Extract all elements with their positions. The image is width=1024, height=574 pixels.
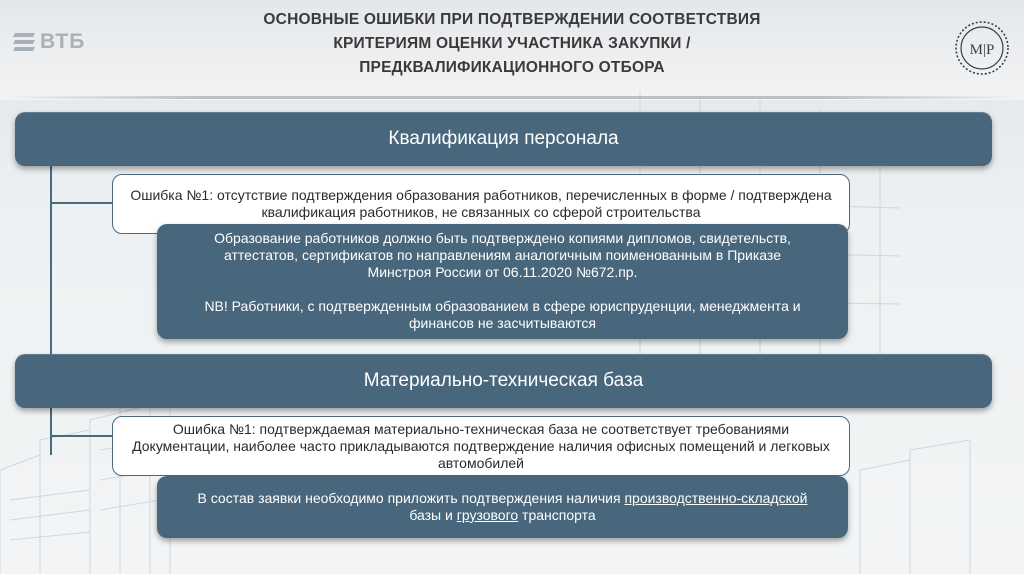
note-box-material-base [157, 476, 848, 538]
vtb-logo [14, 30, 85, 54]
note-text-personnel-education: Образование работников должно быть подтверждено копиями дипломов, свидетельств, аттестатов, сертификатов по направлениям аналогичным поименованным в Приказе Минстроя России от 06.11.2020 №672.пр. [214, 230, 791, 280]
connector-to-error-1 [50, 202, 112, 204]
page-title-line-1: ОСНОВНЫЕ ОШИБКИ ПРИ ПОДТВЕРЖДЕНИИ СООТВЕТСТВИЯ [263, 11, 761, 28]
note-text-material-base-part3: транспорта [518, 507, 596, 523]
error-box-material-base [112, 416, 850, 476]
note-text-material-base-part1: В состав заявки необходимо приложить подтверждения наличия [197, 490, 625, 506]
note-text-material-base [197, 490, 808, 524]
page-title-line-2: КРИТЕРИЯМ ОЦЕНКИ УЧАСТНИКА ЗАКУПКИ / [333, 35, 691, 52]
header-divider [0, 96, 1024, 99]
error-text-material-base: Ошибка №1: подтверждаемая материально-техническая база не соответствует требованиями Документации, наиболее часто прикладываются подтверждение наличия офисных помещений и легковых автомобилей [132, 421, 830, 471]
note-box-personnel [157, 224, 848, 339]
note-text-personnel-nb: NB! Работники, с подтвержденным образованием в сфере юриспруденции, менеджмента и финансов не засчитываются [204, 298, 801, 331]
vtb-logo-icon [14, 33, 34, 51]
section-banner-material-base [15, 354, 992, 408]
section-heading-personnel: Квалификация персонала [388, 128, 619, 149]
error-text-personnel: Ошибка №1: отсутствие подтверждения образования работников, перечисленных в форме / подтверждена квалификация работников, не связанных со сферой строительства [130, 187, 832, 220]
note-link-production-warehouse: производственно-складской [624, 490, 808, 506]
section-heading-material-base: Материально-техническая база [363, 370, 644, 391]
connector-vertical [50, 165, 52, 455]
emblem-seal-icon [954, 20, 1010, 76]
note-link-cargo: грузового [456, 507, 519, 523]
note-text-material-base-part2: базы и [409, 507, 457, 523]
emblem-letters: M|P [969, 42, 995, 58]
page-title [220, 8, 804, 80]
page-title-line-3: ПРЕДКВАЛИФИКАЦИОННОГО ОТБОРА [359, 59, 665, 76]
vtb-logo-text: ВТБ [40, 30, 86, 53]
section-banner-personnel [15, 112, 992, 166]
connector-to-error-2 [50, 435, 112, 437]
